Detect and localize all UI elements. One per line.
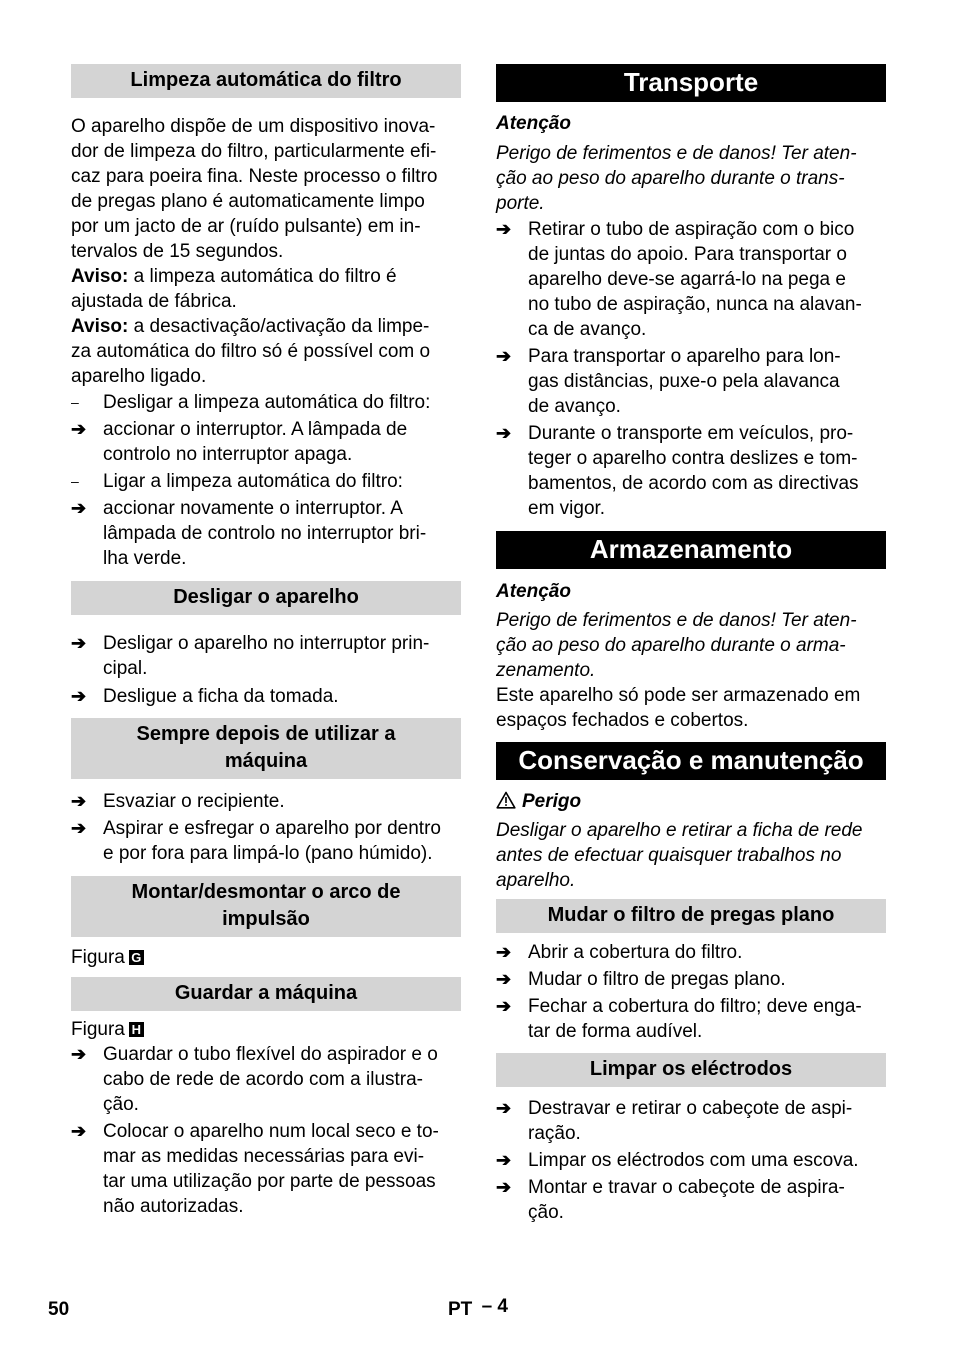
note-label: Aviso: <box>71 266 129 287</box>
attention-label: Atenção <box>496 581 571 602</box>
arrow-item <box>496 421 886 521</box>
heading-line: impulsão <box>222 908 310 930</box>
text-line: Para transportar o aparelho para lon- <box>528 346 841 367</box>
text-line: Durante o transporte em veículos, pro- <box>528 423 854 444</box>
note-text: a desactivação/activação da limpe- <box>128 316 430 337</box>
arrow-item <box>71 1042 461 1117</box>
section-number: – 4 <box>481 1296 508 1317</box>
arrow-right-icon: ➔ <box>496 1150 512 1170</box>
text-line: e por fora para limpá-lo (pano húmido). <box>103 843 433 864</box>
dash-bullet: – <box>71 473 79 489</box>
text-line: lâmpada de controlo no interruptor bri- <box>103 523 427 544</box>
arrow-item <box>71 496 461 571</box>
text-line: Montar e travar o cabeçote de aspira- <box>528 1177 845 1198</box>
text-line: cipal. <box>103 658 148 679</box>
arrow-right-icon: ➔ <box>71 419 87 439</box>
text-line: Desligue a ficha da tomada. <box>103 686 339 707</box>
text-line: Perigo de ferimentos e de danos! Ter aten- <box>496 610 857 631</box>
text-line: de pregas plano é automaticamente limpo <box>71 191 425 212</box>
text-line: ção ao peso do aparelho durante o trans- <box>496 168 845 189</box>
text-line: Mudar o filtro de pregas plano. <box>528 969 786 990</box>
arrow-item <box>71 417 461 467</box>
arrow-right-icon: ➔ <box>496 996 512 1016</box>
warning-text <box>496 608 886 683</box>
note-text: a limpeza automática do filtro é <box>128 266 397 287</box>
text-line <box>71 314 461 339</box>
text-line: mar as medidas necessárias para evi- <box>103 1146 425 1167</box>
text-line: no tubo de aspiração, nunca na alavan- <box>528 294 862 315</box>
text-line: aparelho deve-se agarrá-lo na pega e <box>528 269 846 290</box>
figure-badge: G <box>129 950 144 965</box>
text-line: ção. <box>528 1202 564 1223</box>
text-line: caz para poeira fina. Neste processo o filtro <box>71 166 438 187</box>
text-line: accionar o interruptor. A lâmpada de <box>103 419 408 440</box>
text-line: Guardar o tubo flexível do aspirador e o <box>103 1044 438 1065</box>
right-column <box>496 64 886 1225</box>
arrow-right-icon: ➔ <box>71 1044 87 1064</box>
text-line: Desligar o aparelho e retirar a ficha de rede <box>496 820 863 841</box>
page-number: 50 <box>48 1299 70 1320</box>
text-line: ca de avanço. <box>528 319 647 340</box>
text-line: Limpar os eléctrodos com uma escova. <box>528 1150 859 1171</box>
text-line: O aparelho dispõe de um dispositivo inova- <box>71 116 436 137</box>
dash-item <box>71 390 461 415</box>
text-line: cabo de rede de acordo com a ilustra- <box>103 1069 424 1090</box>
arrow-item <box>71 631 461 681</box>
text-line: de juntas do apoio. Para transportar o <box>528 244 847 265</box>
arrow-item <box>71 789 461 814</box>
figure-reference <box>71 945 461 970</box>
figure-reference <box>71 1017 461 1042</box>
arrow-item <box>71 1119 461 1219</box>
text-line: zenamento. <box>496 660 596 681</box>
footer-section <box>448 1297 508 1322</box>
dash-bullet: – <box>71 394 79 410</box>
text-line: porte. <box>496 193 545 214</box>
text-line: Destravar e retirar o cabeçote de aspi- <box>528 1098 853 1119</box>
figure-label: Figura <box>71 947 125 968</box>
text-line: gas distâncias, puxe-o pela alavanca <box>528 371 840 392</box>
arrow-right-icon: ➔ <box>496 969 512 989</box>
warning-text <box>496 141 886 216</box>
text-line: ajustada de fábrica. <box>71 291 237 312</box>
text-line: aparelho ligado. <box>71 366 207 387</box>
figure-badge: H <box>129 1022 144 1037</box>
warning-text <box>496 818 886 893</box>
arrow-item <box>71 816 461 866</box>
section-heading: Limpar os eléctrodos <box>496 1053 886 1087</box>
arrow-item <box>496 1175 886 1225</box>
arrow-item <box>496 967 886 992</box>
text-line: Abrir a cobertura do filtro. <box>528 942 743 963</box>
text-line: dor de limpeza do filtro, particularmente efi- <box>71 141 437 162</box>
note-paragraph <box>71 314 461 389</box>
note-label: Aviso: <box>71 316 129 337</box>
arrow-right-icon: ➔ <box>496 942 512 962</box>
attention-label: Atenção <box>496 113 571 134</box>
note-paragraph <box>71 264 461 314</box>
text-line: por um jacto de ar (ruído pulsante) em in- <box>71 216 421 237</box>
text-line: tervalos de 15 segundos. <box>71 241 284 262</box>
arrow-right-icon: ➔ <box>71 791 87 811</box>
section-heading: Guardar a máquina <box>71 977 461 1011</box>
arrow-right-icon: ➔ <box>496 219 512 239</box>
arrow-right-icon: ➔ <box>71 818 87 838</box>
text-line: espaços fechados e cobertos. <box>496 710 749 731</box>
section-heading: Limpeza automática do filtro <box>71 64 461 98</box>
text-line: Aspirar e esfregar o aparelho por dentro <box>103 818 441 839</box>
arrow-item <box>496 994 886 1044</box>
figure-label: Figura <box>71 1019 125 1040</box>
heading-line: máquina <box>224 750 308 772</box>
text-line: de avanço. <box>528 396 621 417</box>
arrow-item <box>496 344 886 419</box>
arrow-right-icon: ➔ <box>71 633 87 653</box>
chapter-heading: Transporte <box>496 64 886 102</box>
warning-triangle-icon <box>496 789 522 814</box>
danger-label: Perigo <box>522 791 582 812</box>
text-line: Perigo de ferimentos e de danos! Ter aten- <box>496 143 857 164</box>
text-line: Este aparelho só pode ser armazenado em <box>496 685 861 706</box>
arrow-item <box>496 940 886 965</box>
arrow-right-icon: ➔ <box>496 1177 512 1197</box>
chapter-heading: Conservação e manutenção <box>496 742 886 780</box>
text-line: Ligar a limpeza automática do filtro: <box>103 471 403 492</box>
left-column <box>71 64 461 1219</box>
section-heading: Desligar o aparelho <box>71 581 461 615</box>
dash-item <box>71 469 461 494</box>
section-heading: Mudar o filtro de pregas plano <box>496 899 886 933</box>
text-line: em vigor. <box>528 498 606 519</box>
text-line: Fechar a cobertura do filtro; deve enga- <box>528 996 862 1017</box>
text-line: aparelho. <box>496 870 576 891</box>
arrow-right-icon: ➔ <box>71 686 87 706</box>
heading-line: Sempre depois de utilizar a <box>136 723 396 745</box>
arrow-right-icon: ➔ <box>496 346 512 366</box>
paragraph <box>496 683 886 733</box>
text-line: controlo no interruptor apaga. <box>103 444 353 465</box>
text-line: teger o aparelho contra deslizes e tom- <box>528 448 858 469</box>
arrow-item <box>496 217 886 342</box>
text-line: Retirar o tubo de aspiração com o bico <box>528 219 855 240</box>
section-heading <box>71 718 461 779</box>
language-code: PT <box>448 1299 473 1320</box>
paragraph <box>71 114 461 264</box>
text-line: bamentos, de acordo com as directivas <box>528 473 859 494</box>
chapter-heading: Armazenamento <box>496 531 886 569</box>
text-line: tar de forma audível. <box>528 1021 703 1042</box>
text-line: Colocar o aparelho num local seco e to- <box>103 1121 439 1142</box>
text-line: antes de efectuar quaisquer trabalhos no <box>496 845 842 866</box>
text-line: za automática do filtro só é possível com o <box>71 341 431 362</box>
arrow-item <box>496 1148 886 1173</box>
text-line: ção. <box>103 1094 139 1115</box>
text-line: lha verde. <box>103 548 187 569</box>
heading-line: Montar/desmontar o arco de <box>131 881 401 903</box>
text-line: Esvaziar o recipiente. <box>103 791 285 812</box>
arrow-right-icon: ➔ <box>496 423 512 443</box>
text-line: ração. <box>528 1123 581 1144</box>
arrow-right-icon: ➔ <box>71 1121 87 1141</box>
arrow-right-icon: ➔ <box>71 498 87 518</box>
arrow-right-icon: ➔ <box>496 1098 512 1118</box>
danger-heading <box>496 789 886 814</box>
text-line: Desligar o aparelho no interruptor prin- <box>103 633 430 654</box>
text-line: tar uma utilização por parte de pessoas <box>103 1171 436 1192</box>
text-line: accionar novamente o interruptor. A <box>103 498 403 519</box>
arrow-item <box>71 684 461 709</box>
text-line: não autorizadas. <box>103 1196 244 1217</box>
text-line <box>71 264 461 289</box>
arrow-item <box>496 1096 886 1146</box>
section-heading <box>71 876 461 937</box>
text-line: ção ao peso do aparelho durante o arma- <box>496 635 846 656</box>
text-line: Desligar a limpeza automática do filtro: <box>103 392 431 413</box>
